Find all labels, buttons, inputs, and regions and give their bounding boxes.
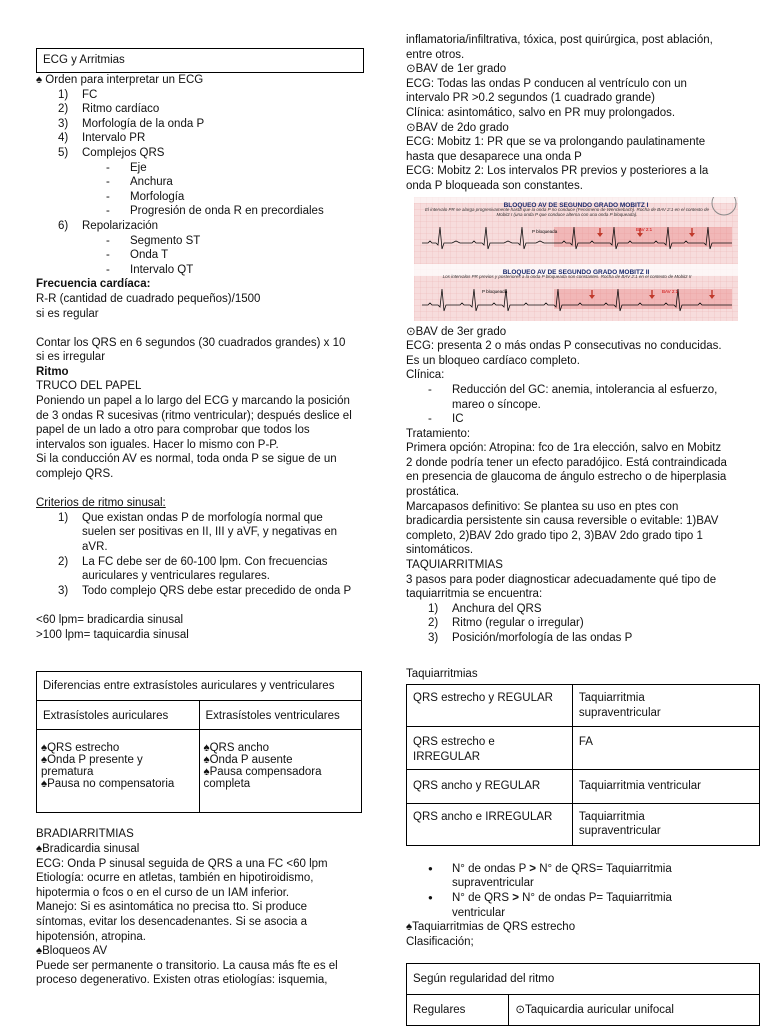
ecg-label-bav: BAV 2:1 (662, 288, 679, 294)
clinica-item: - IC (406, 412, 736, 427)
bradi-line: ♠Bradicardia sinusal (36, 842, 140, 855)
taqui-row (407, 727, 760, 769)
taqui-cell-right: Taquiarritmia supraventricular (572, 685, 759, 727)
bav-line: entre otros. (406, 48, 465, 61)
taqui-cell-right: FA (572, 727, 759, 769)
estrecho-heading: ♠Taquiarritmias de QRS estrecho (406, 921, 576, 934)
regularidad-row-left: Regulares (407, 995, 509, 1026)
order-item: 6) Repolarización (58, 219, 159, 232)
bav3-line: ECG: presenta 2 o más ondas P consecutivas no conducidas. (406, 340, 722, 353)
truco-line: Si la conducción AV es normal, toda onda P se sigue de un (36, 453, 337, 466)
order-item: 4) Intervalo PR (58, 132, 146, 145)
regularidad-table (406, 963, 760, 1026)
title-box (36, 48, 364, 73)
tratamiento-line: prostática. (406, 486, 460, 499)
regularidad-title: Según regularidad del ritmo (407, 964, 760, 995)
criterios-heading: Criterios de ritmo sinusal: (36, 497, 166, 510)
qrs-sub-item: - Morfología (36, 190, 364, 205)
fc-line: si es regular (36, 307, 99, 320)
taqui-cell-left: QRS ancho e IRREGULAR (407, 803, 573, 845)
fc-heading: Frecuencia cardíaca: (36, 278, 151, 291)
right-column (406, 0, 736, 1026)
taquiarritmias-table (406, 684, 760, 846)
fc-line: Contar los QRS en 6 segundos (30 cuadrados grandes) x 10 (36, 336, 346, 349)
pasos-list (406, 602, 736, 646)
ecg-desc-2: Los intervalos PR previos y posteriores a la onda P bloqueada son constantes. Rocha de BAV 2:1 en el contexto de Mobitz II (442, 273, 692, 279)
truco-line: de 3 ondas R sucesivas (ritmo ventricular); después deslice el (36, 409, 352, 422)
tratamiento-line: bradicardia persistente sin causa reversible o evitable: 1)BAV (406, 515, 719, 528)
paso-item: 3) Posición/morfología de las ondas P (428, 632, 633, 644)
bav-line: onda P bloqueada son constantes. (406, 179, 583, 192)
truco-line: intervalos son iguales. Hacer lo mismo con P-P. (36, 438, 279, 451)
tratamiento-line: TAQUIARRITMIAS (406, 559, 503, 572)
bradi-line: BRADIARRITMIAS (36, 828, 134, 841)
criterio-item: 1) Que existan ondas P de morfología normal que suelen ser positivas en II, III y aVF, y negativas en aVR. (58, 511, 338, 553)
order-list (36, 88, 364, 161)
extra-item: prematura (41, 766, 94, 779)
paso-item: 1) Anchura del QRS (428, 602, 542, 615)
ondas-bullet: ● N° de QRS > N° de ondas P= Taquiarritmia ventricular (406, 891, 736, 920)
ondas-bullet: ● N° de ondas P > N° de QRS= Taquiarritmia supraventricular (406, 862, 736, 891)
criterio-item: 2) La FC debe ser de 60-100 lpm. Con frecuencias auriculares y ventriculares regulares. (58, 555, 328, 583)
extra-item: ♠QRS estrecho (41, 742, 120, 755)
repol-sublist (36, 234, 364, 278)
ondas-bullets (406, 862, 736, 920)
fc-line: R-R (cantidad de cuadrado pequeños)/1500 (36, 292, 261, 305)
ecg-title-1: BLOQUEO AV DE SEGUNDO GRADO MOBITZ I (503, 201, 649, 209)
taqui-row (407, 769, 760, 803)
bav3-line: ⊙BAV de 3er grado (406, 325, 507, 338)
tratamiento-line: sintomáticos. (406, 544, 474, 557)
truco-line: papel de un lado a otro para comprobar que todos los (36, 424, 310, 437)
tachy-rate: >100 lpm= taquicardia sinusal (36, 628, 189, 641)
bav3-line: Es un bloqueo cardíaco completo. (406, 354, 580, 367)
taqui-cell-left: QRS estrecho y REGULAR (407, 685, 573, 727)
ecg-label-p: P bloqueada (482, 288, 508, 294)
ecg-desc-1: El intervalo PR se alarga progresivamente hasta que la onda P no conduce (Fenómeno de Wenckebach). Rocha de BAV 2:1 en el contexto de Mobitz I (una onda P que conduce alterna con una onda P bloqueada). (425, 206, 709, 217)
criterio-item: 3) Todo complejo QRS debe estar precedido de onda P (58, 584, 352, 597)
clasificacion-label: Clasificación; (406, 935, 474, 948)
tratamiento-line: Tratamiento: (406, 427, 471, 440)
tratamiento-line: Primera opción: Atropina: fco de 1ra elección, salvo en Mobitz (406, 442, 722, 455)
extra-col2-header: Extrasístoles ventriculares (199, 700, 362, 730)
clinica-item: - Reducción del GC: anemia, intolerancia al esfuerzo, mareo o síncope. (406, 383, 736, 412)
extra-item: ♠Pausa compensadora (203, 766, 322, 779)
order-item: 3) Morfología de la onda P (58, 117, 205, 130)
extra-col1-header: Extrasístoles auriculares (37, 700, 200, 730)
order-item: 5) Complejos QRS (58, 146, 165, 159)
taqui-label: Taquiarritmias (406, 667, 478, 680)
taqui-cell-left: QRS estrecho e IRREGULAR (407, 727, 573, 769)
bradi-line: Manejo: Si es asintomática no precisa tto. Si produce (36, 901, 308, 914)
bav-line: ⊙BAV de 1er grado (406, 63, 507, 76)
extra-table-title: Diferencias entre extrasístoles auriculares y ventriculares (37, 672, 362, 701)
bradi-line: síntomas, evitar los desencadenantes. Si se asocia a (36, 915, 308, 928)
taqui-row (407, 803, 760, 845)
extra-item: ♠Onda P presente y (41, 754, 143, 767)
extra-item: completa (203, 778, 251, 791)
bradi-line: ECG: Onda P sinusal seguida de QRS a una FC <60 lpm (36, 857, 328, 870)
bav-line: ECG: Mobitz 2: Los intervalos PR previos y posteriores a la (406, 165, 709, 178)
bav3-line: Clínica: (406, 369, 445, 382)
truco-line: Poniendo un papel a lo largo del ECG y marcando la posición (36, 395, 350, 408)
tratamiento-line: taquiarritmia se encuentra: (406, 588, 543, 601)
bradi-line: hipotermia o fcos o en el curso de un IAM inferior. (36, 886, 290, 899)
regularidad-row-right: ⊙Taquicardia auricular unifocal (509, 995, 760, 1026)
document-title: ECG y Arritmias (43, 54, 125, 66)
tratamiento-line: 2 donde podría tener un efecto paradójico. Está contraindicada (406, 456, 727, 469)
taqui-cell-left: QRS ancho y REGULAR (407, 769, 573, 803)
fc-line (36, 321, 364, 336)
bradi-line: Etiología: ocurre en atletas, también en hipotiroidismo, (36, 872, 314, 885)
bav-line: ECG: Todas las ondas P conducen al ventrículo con un (406, 77, 687, 90)
order-heading: ♠ Orden para interpretar un ECG (36, 74, 204, 86)
ecg-label-bav: BAV 2:1 (636, 226, 653, 232)
taqui-cell-right: Taquiarritmia supraventricular (572, 803, 759, 845)
bav-line: Clínica: asintomático, salvo en PR muy prolongados. (406, 106, 676, 119)
repol-sub-item: - Onda T (36, 248, 364, 263)
repol-sub-item: - Segmento ST (36, 234, 364, 249)
taqui-cell-right: Taquiarritmia ventricular (572, 769, 759, 803)
extra-col2-cell (199, 730, 362, 813)
truco-line: complejo QRS. (36, 468, 114, 481)
order-item: 2) Ritmo cardíaco (58, 103, 160, 116)
bradi-line: proceso degenerativo. Existen otras etiologías: isquemia, (36, 974, 328, 987)
extra-item: ♠QRS ancho (203, 742, 270, 755)
tratamiento-line: Marcapasos definitivo: Se plantea su uso en ptes con (406, 500, 679, 513)
left-column (36, 0, 364, 988)
clinica-list (406, 383, 736, 427)
qrs-sub-item: - Anchura (36, 175, 364, 190)
ritmo-heading: Ritmo (36, 365, 69, 378)
ecg-title-2: BLOQUEO AV DE SEGUNDO GRADO MOBITZ II (502, 268, 650, 276)
extra-item: ♠Pausa no compensatoria (41, 778, 175, 791)
bav-line: hasta que desaparece una onda P (406, 150, 582, 163)
bradi-line: hipotensión, atropina. (36, 930, 146, 943)
bav-line: ⊙BAV de 2do grado (406, 121, 509, 134)
tratamiento-line: en presencia de glaucoma de ángulo estrecho o de hiperplasia (406, 471, 727, 484)
extra-col1-cell (37, 730, 200, 813)
bav-line: inflamatoria/infiltrativa, tóxica, post quirúrgica, post ablación, (406, 34, 713, 46)
bradi-line: Puede ser permanente o transitorio. La causa más fte es el (36, 959, 338, 972)
extrasistoles-table (36, 671, 362, 813)
repol-sub-item: - Intervalo QT (36, 263, 364, 278)
qrs-sub-item: - Eje (36, 161, 364, 176)
bav-line: intervalo PR >0.2 segundos (1 cuadrado grande) (406, 92, 656, 105)
bav-line: ECG: Mobitz 1: PR que se va prolongando paulatinamente (406, 136, 706, 149)
ecg-label-p: P bloqueada (532, 228, 558, 234)
criterios-list (36, 511, 364, 599)
fc-line: si es irregular (36, 351, 106, 364)
bav-highlight (554, 289, 732, 309)
paso-item: 2) Ritmo (regular o irregular) (428, 617, 584, 630)
taqui-row (407, 685, 760, 727)
order-list-cont (36, 219, 364, 234)
bradi-line: ♠Bloqueos AV (36, 945, 108, 958)
qrs-sublist (36, 161, 364, 219)
tratamiento-line: completo, 2)BAV 2do grado tipo 2, 3)BAV 2do grado tipo 1 (406, 529, 703, 542)
extra-item: ♠Onda P ausente (203, 754, 293, 767)
order-item: 1) FC (58, 88, 98, 101)
brady-rate: <60 lpm= bradicardia sinusal (36, 613, 184, 626)
truco-line: TRUCO DEL PAPEL (36, 380, 142, 393)
ecg-mobitz-figure (414, 197, 738, 321)
tratamiento-line: 3 pasos para poder diagnosticar adecuadamente qué tipo de (406, 573, 717, 586)
qrs-sub-item: - Progresión de onda R en precordiales (36, 204, 364, 219)
